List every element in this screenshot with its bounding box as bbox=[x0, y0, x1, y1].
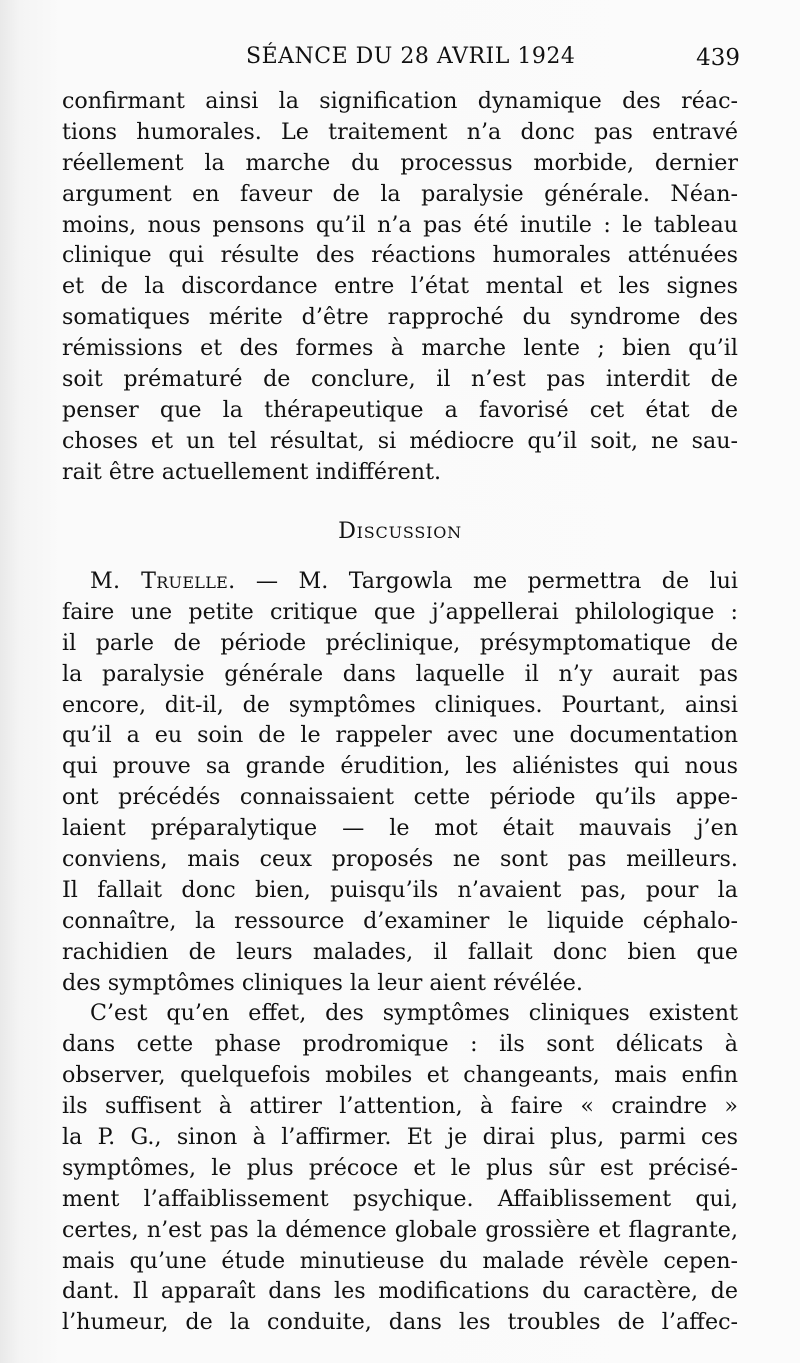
discussion-body bbox=[62, 566, 738, 1338]
text-line: symptômes, le plus précoce et le plus sûr est précisé- bbox=[62, 1154, 738, 1181]
text-line: connaître, la ressource d’examiner le liquide céphalo- bbox=[62, 907, 738, 934]
page-number: 439 bbox=[696, 45, 740, 71]
text-line: l’humeur, de la conduite, dans les troubles de l’affec- bbox=[62, 1309, 738, 1336]
text-line: argument en faveur de la paralysie générale. Néan- bbox=[62, 180, 738, 207]
section-heading: Discussion bbox=[338, 518, 462, 544]
text-line: rachidien de leurs malades, il fallait donc bien que bbox=[62, 938, 738, 965]
text-line: soit prématuré de conclure, il n’est pas interdit de bbox=[62, 366, 738, 393]
text-line: C’est qu’en effet, des symptômes cliniques existent bbox=[90, 1000, 738, 1027]
running-title: SÉANCE DU 28 AVRIL 1924 bbox=[246, 44, 576, 69]
text-line: ment l’affaiblissement psychique. Affaiblissement qui, bbox=[62, 1185, 738, 1212]
text-line: des symptômes cliniques la leur aient révélée. bbox=[62, 969, 583, 996]
text-line: ont précédés connaissaient cette période qu’ils appe- bbox=[62, 784, 738, 811]
speaker-line bbox=[62, 566, 738, 597]
text-line: moins, nous pensons qu’il n’a pas été inutile : le tableau bbox=[62, 211, 738, 238]
text-line: dant. Il apparaît dans les modifications du caractère, de bbox=[62, 1278, 738, 1305]
text-line: réellement la marche du processus morbide, dernier bbox=[62, 149, 738, 176]
text-line: mais qu’une étude minutieuse du malade révèle cepen- bbox=[62, 1247, 738, 1274]
text-line: la paralysie générale dans laquelle il n’y aurait pas bbox=[62, 660, 738, 687]
text-line: somatiques mérite d’être rapproché du syndrome des bbox=[62, 304, 738, 331]
text-line: la P. G., sinon à l’affirmer. Et je dirai plus, parmi ces bbox=[62, 1124, 738, 1151]
text-line: Il fallait donc bien, puisqu’ils n’avaient pas, pour la bbox=[62, 876, 738, 903]
text-line: il parle de période préclinique, présymptomatique de bbox=[62, 629, 738, 656]
text-line: laient préparalytique — le mot était mauvais j’en bbox=[62, 815, 738, 842]
text-line: choses et un tel résultat, si médiocre qu’il soit, ne sau- bbox=[62, 427, 738, 454]
text-line: et de la discordance entre l’état mental et les signes bbox=[62, 273, 738, 300]
text-line: faire une petite critique que j’appellerai philologique : bbox=[62, 598, 738, 625]
running-head bbox=[62, 42, 738, 78]
text-line: certes, n’est pas la démence globale grossière et flagrante, bbox=[62, 1216, 738, 1243]
paragraph-continuation bbox=[62, 86, 738, 488]
text-line: qu’il a eu soin de le rappeler avec une documentation bbox=[62, 722, 738, 749]
text-line: penser que la thérapeutique a favorisé cet état de bbox=[62, 396, 738, 423]
text-line: tions humorales. Le traitement n’a donc pas entravé bbox=[62, 118, 738, 145]
text-line: qui prouve sa grande érudition, les aliénistes qui nous bbox=[62, 753, 738, 780]
speaker-line-text: — M. Targowla me permettra de lui bbox=[235, 568, 738, 594]
text-line: rait être actuellement indifférent. bbox=[62, 458, 442, 485]
text-line: rémissions et des formes à marche lente ; bien qu’il bbox=[62, 335, 738, 362]
text-line: encore, dit-il, de symptômes cliniques. Pourtant, ainsi bbox=[62, 691, 738, 718]
text-line: dans cette phase prodromique : ils sont délicats à bbox=[62, 1031, 738, 1058]
text-line: ils suffisent à attirer l’attention, à faire « craindre » bbox=[62, 1093, 738, 1120]
text-line: conviens, mais ceux proposés ne sont pas meilleurs. bbox=[62, 846, 738, 873]
text-line: observer, quelquefois mobiles et changeants, mais enfin bbox=[62, 1062, 738, 1089]
text-line: clinique qui résulte des réactions humorales atténuées bbox=[62, 242, 738, 269]
text-line: confirmant ainsi la signification dynamique des réac- bbox=[62, 88, 738, 114]
speaker-name: M. Truelle. bbox=[90, 568, 236, 594]
